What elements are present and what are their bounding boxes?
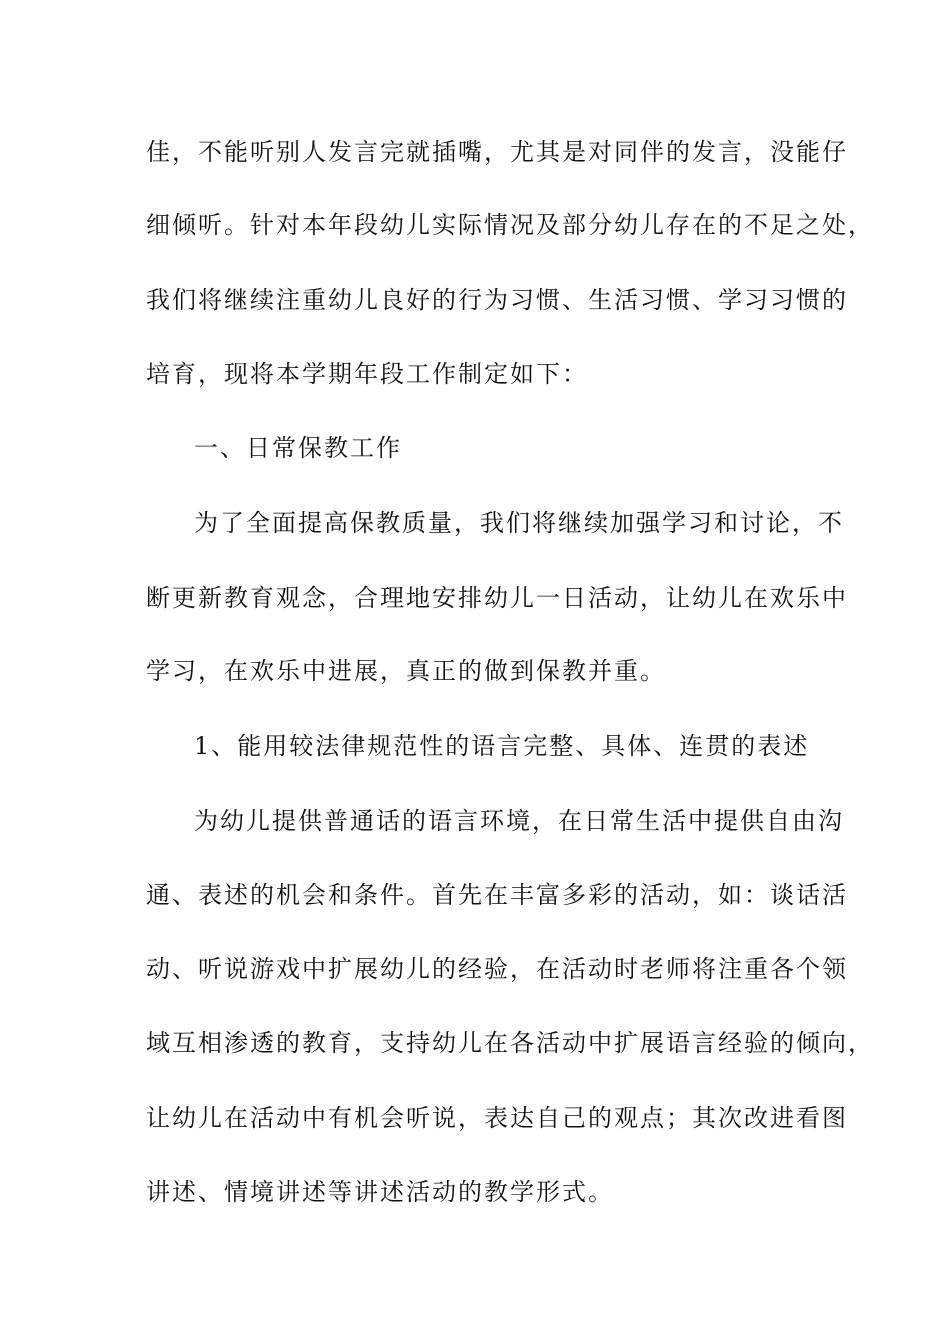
paragraph-line: 让幼儿在活动中有机会听说，表达自己的观点；其次改进看图 [146,1104,848,1132]
paragraph-line: 断更新教育观念，合理地安排幼儿一日活动，让幼儿在欢乐中 [146,584,848,612]
paragraph-line: 为幼儿提供普通话的语言环境，在日常生活中提供自由沟 [194,807,844,835]
paragraph-line: 培育，现将本学期年段工作制定如下： [146,360,588,388]
paragraph-line: 通、表述的机会和条件。首先在丰富多彩的活动，如：谈话活 [146,881,848,909]
paragraph-line: 为了全面提高保教质量，我们将继续加强学习和讨论，不 [194,509,844,537]
paragraph-line: 域互相渗透的教育，支持幼儿在各活动中扩展语言经验的倾向， [146,1029,874,1057]
paragraph-line: 讲述、情境讲述等讲述活动的教学形式。 [146,1178,614,1206]
paragraph-line: 我们将继续注重幼儿良好的行为习惯、生活习惯、学习习惯的 [146,286,848,314]
paragraph-line: 学习，在欢乐中进展，真正的做到保教并重。 [146,657,666,685]
subsection-heading: 1、能用较法律规范性的语言完整、具体、连贯的表述 [194,732,810,760]
paragraph-line: 动、听说游戏中扩展幼儿的经验，在活动时老师将注重各个领 [146,955,848,983]
section-heading: 一、日常保教工作 [194,434,402,462]
paragraph-line: 细倾听。针对本年段幼儿实际情况及部分幼儿存在的不足之处， [146,211,874,239]
paragraph-line: 佳，不能听别人发言完就插嘴，尤其是对同伴的发言，没能仔 [146,138,848,166]
